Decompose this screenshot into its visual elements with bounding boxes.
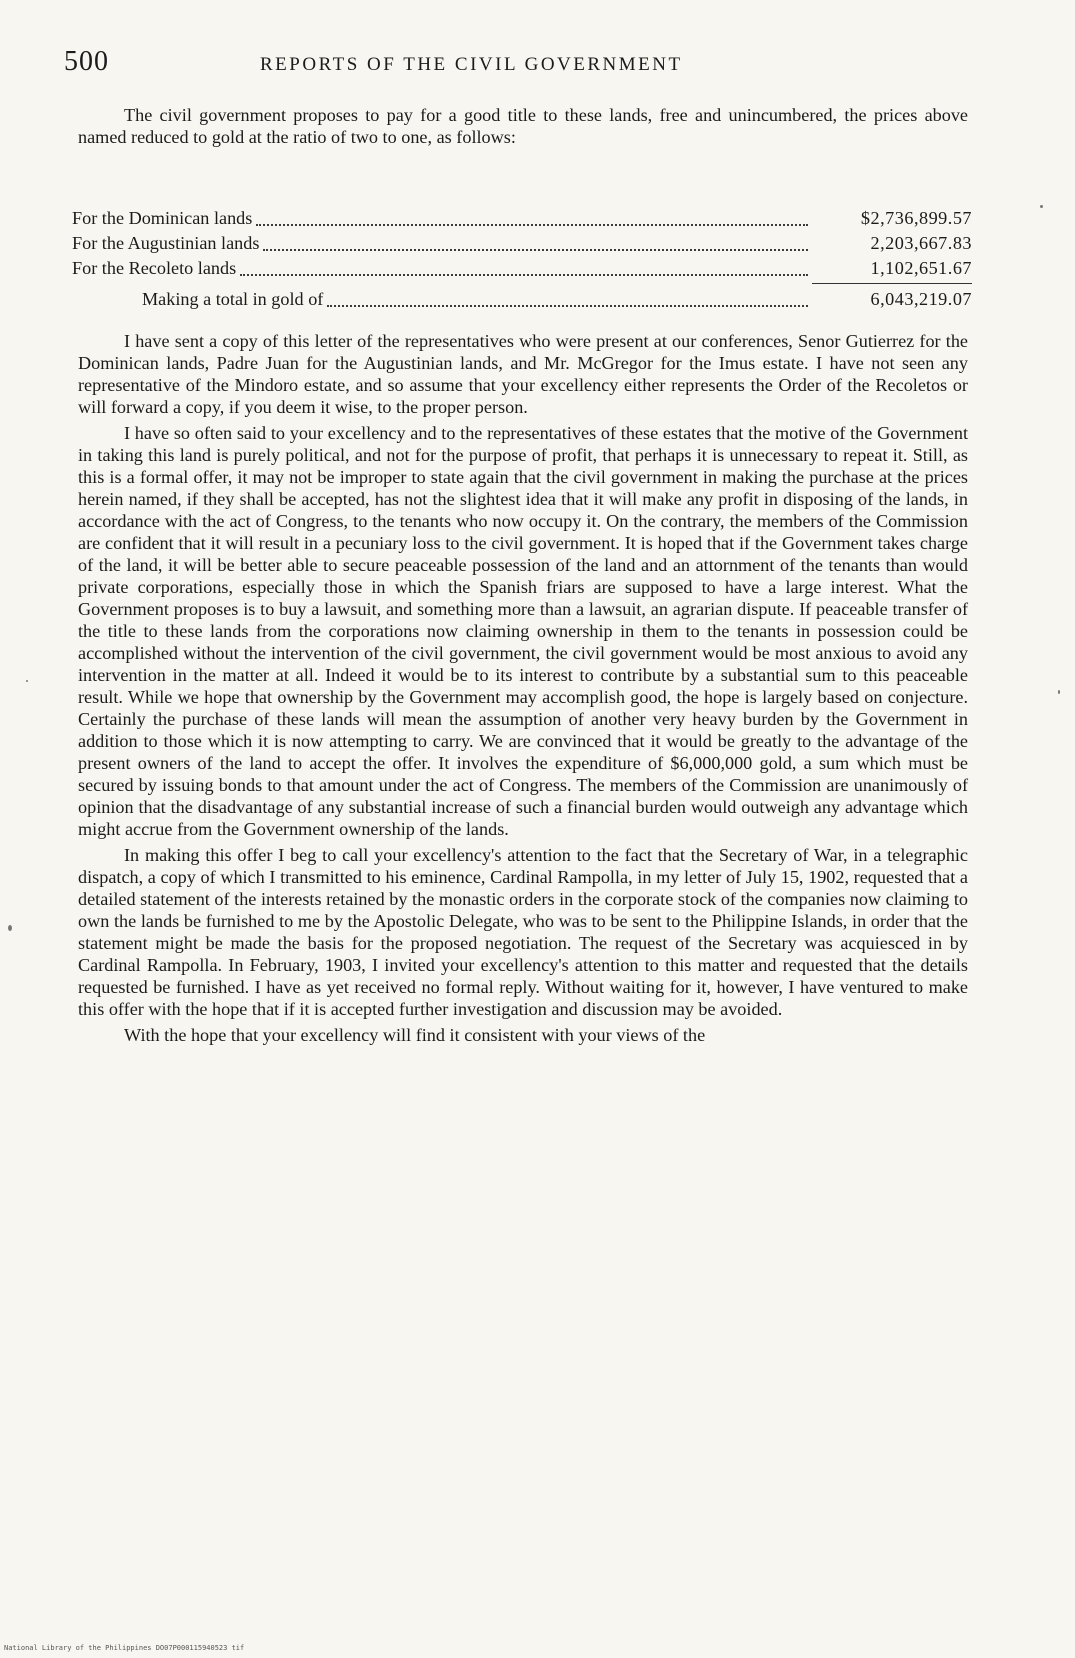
intro-block [78, 104, 968, 152]
page-number: 500 [64, 46, 109, 77]
scan-speck [8, 925, 12, 931]
leader-dots [327, 293, 808, 307]
schedule-row [72, 256, 972, 281]
total-label: Making a total in gold of [142, 289, 324, 309]
price-schedule [72, 206, 972, 312]
body-block [78, 330, 968, 1050]
paragraph: With the hope that your excellency will find it consistent with your views of the [124, 1025, 706, 1045]
total-amount: 6,043,219.07 [870, 289, 972, 309]
schedule-label: For the Recoleto lands [72, 258, 237, 278]
scan-speck [1058, 690, 1060, 694]
scan-speck [26, 680, 28, 682]
intro-paragraph: The civil government proposes to pay for a good title to these lands, free and unincumbered, the prices above named reduced to gold at the ratio of two to one, as follows: [78, 105, 968, 147]
schedule-amount: 2,203,667.83 [870, 233, 972, 253]
schedule-label: For the Dominican lands [72, 208, 253, 228]
leader-dots [256, 212, 808, 226]
leader-dots [263, 237, 808, 251]
schedule-label: For the Augustinian lands [72, 233, 260, 253]
paragraph: In making this offer I beg to call your excellency's attention to the fact that the Secretary of War, in a telegraphic dispatch, a copy of which I transmitted to his eminence, Cardinal Rampolla, in my letter of July 15, 1902, requested that a detailed statement of the interests retained by the monastic orders in the corporate stock of the companies now claiming to own the lands be furnished to me by the Apostolic Delegate, who was to be sent to the Philippine Islands, in order that the statement might be made the basis for the proposed negotiation. The request of the Secretary was acquiesced in by Cardinal Rampolla. In February, 1903, I invited your excellency's attention to this matter and requested that the details requested be furnished. I have as yet received no formal reply. Without waiting for it, however, I have ventured to make this offer with the hope that if it is accepted further investigation and discussion may be avoided. [78, 845, 968, 1019]
paragraph: I have sent a copy of this letter of the representatives who were present at our conferences, Senor Gutierrez for the Dominican lands, Padre Juan for the Augustinian lands, and Mr. McGregor for the Imus estate. I have not seen any representative of the Mindoro estate, and so assume that your excellency either represents the Order of the Recoletos or will forward a copy, if you deem it wise, to the proper person. [78, 331, 968, 417]
schedule-row [72, 206, 972, 231]
schedule-total-row [72, 287, 972, 312]
schedule-amount: 1,102,651.67 [870, 258, 972, 278]
schedule-amount: $2,736,899.57 [860, 208, 972, 228]
running-head: REPORTS OF THE CIVIL GOVERNMENT [260, 54, 683, 75]
paragraph: I have so often said to your excellency and to the representatives of these estates that the motive of the Government in taking this land is purely political, and not for the purpose of profit, that perhaps it is unnecessary to repeat it. Still, as this is a formal offer, it may not be improper to state again that the civil government in making the purchase at the prices herein named, if they shall be accepted, has not the slightest idea that it will make any profit in disposing of the lands, in accordance with the act of Congress, to the tenants who now occupy it. On the contrary, the members of the Commission are confident that it will result in a pecuniary loss to the civil government. It is hoped that if the Government takes charge of the land, it will be better able to secure peaceable possession of the land and an attornment of the tenants than would private corporations, especially those in which the Spanish friars are supposed to have a large interest. What the Government proposes is to buy a lawsuit, and something more than a lawsuit, an agrarian dispute. If peaceable transfer of the title to these lands from the corporations now claiming ownership in them to the tenants in possession could be accomplished without the intervention of the civil government, the civil government would be most anxious to avoid any intervention in the matter at all. Indeed it would be to its interest to contribute by a substantial sum to this peaceable result. While we hope that ownership by the Government may accomplish good, the hope is largely based on conjecture. Certainly the purchase of these lands will mean the assumption of another very heavy burden by the Government in addition to those which it is now attempting to carry. We are convinced that it would be greatly to the advantage of the present owners of the land to accept the offer. It involves the expenditure of $6,000,000 gold, a sum which must be secured by issuing bonds to that amount under the act of Congress. The members of the Commission are unanimously of opinion that the disadvantage of any substantial increase of such a financial burden would outweigh any advantage which might accrue from the Government ownership of the lands. [78, 423, 968, 839]
schedule-row [72, 231, 972, 256]
scan-footer: National Library of the Philippines DO07P000115940523 tif [4, 1644, 245, 1652]
page-header [64, 46, 984, 86]
sum-rule [812, 283, 972, 284]
leader-dots [240, 262, 808, 276]
scan-speck [1040, 205, 1043, 208]
